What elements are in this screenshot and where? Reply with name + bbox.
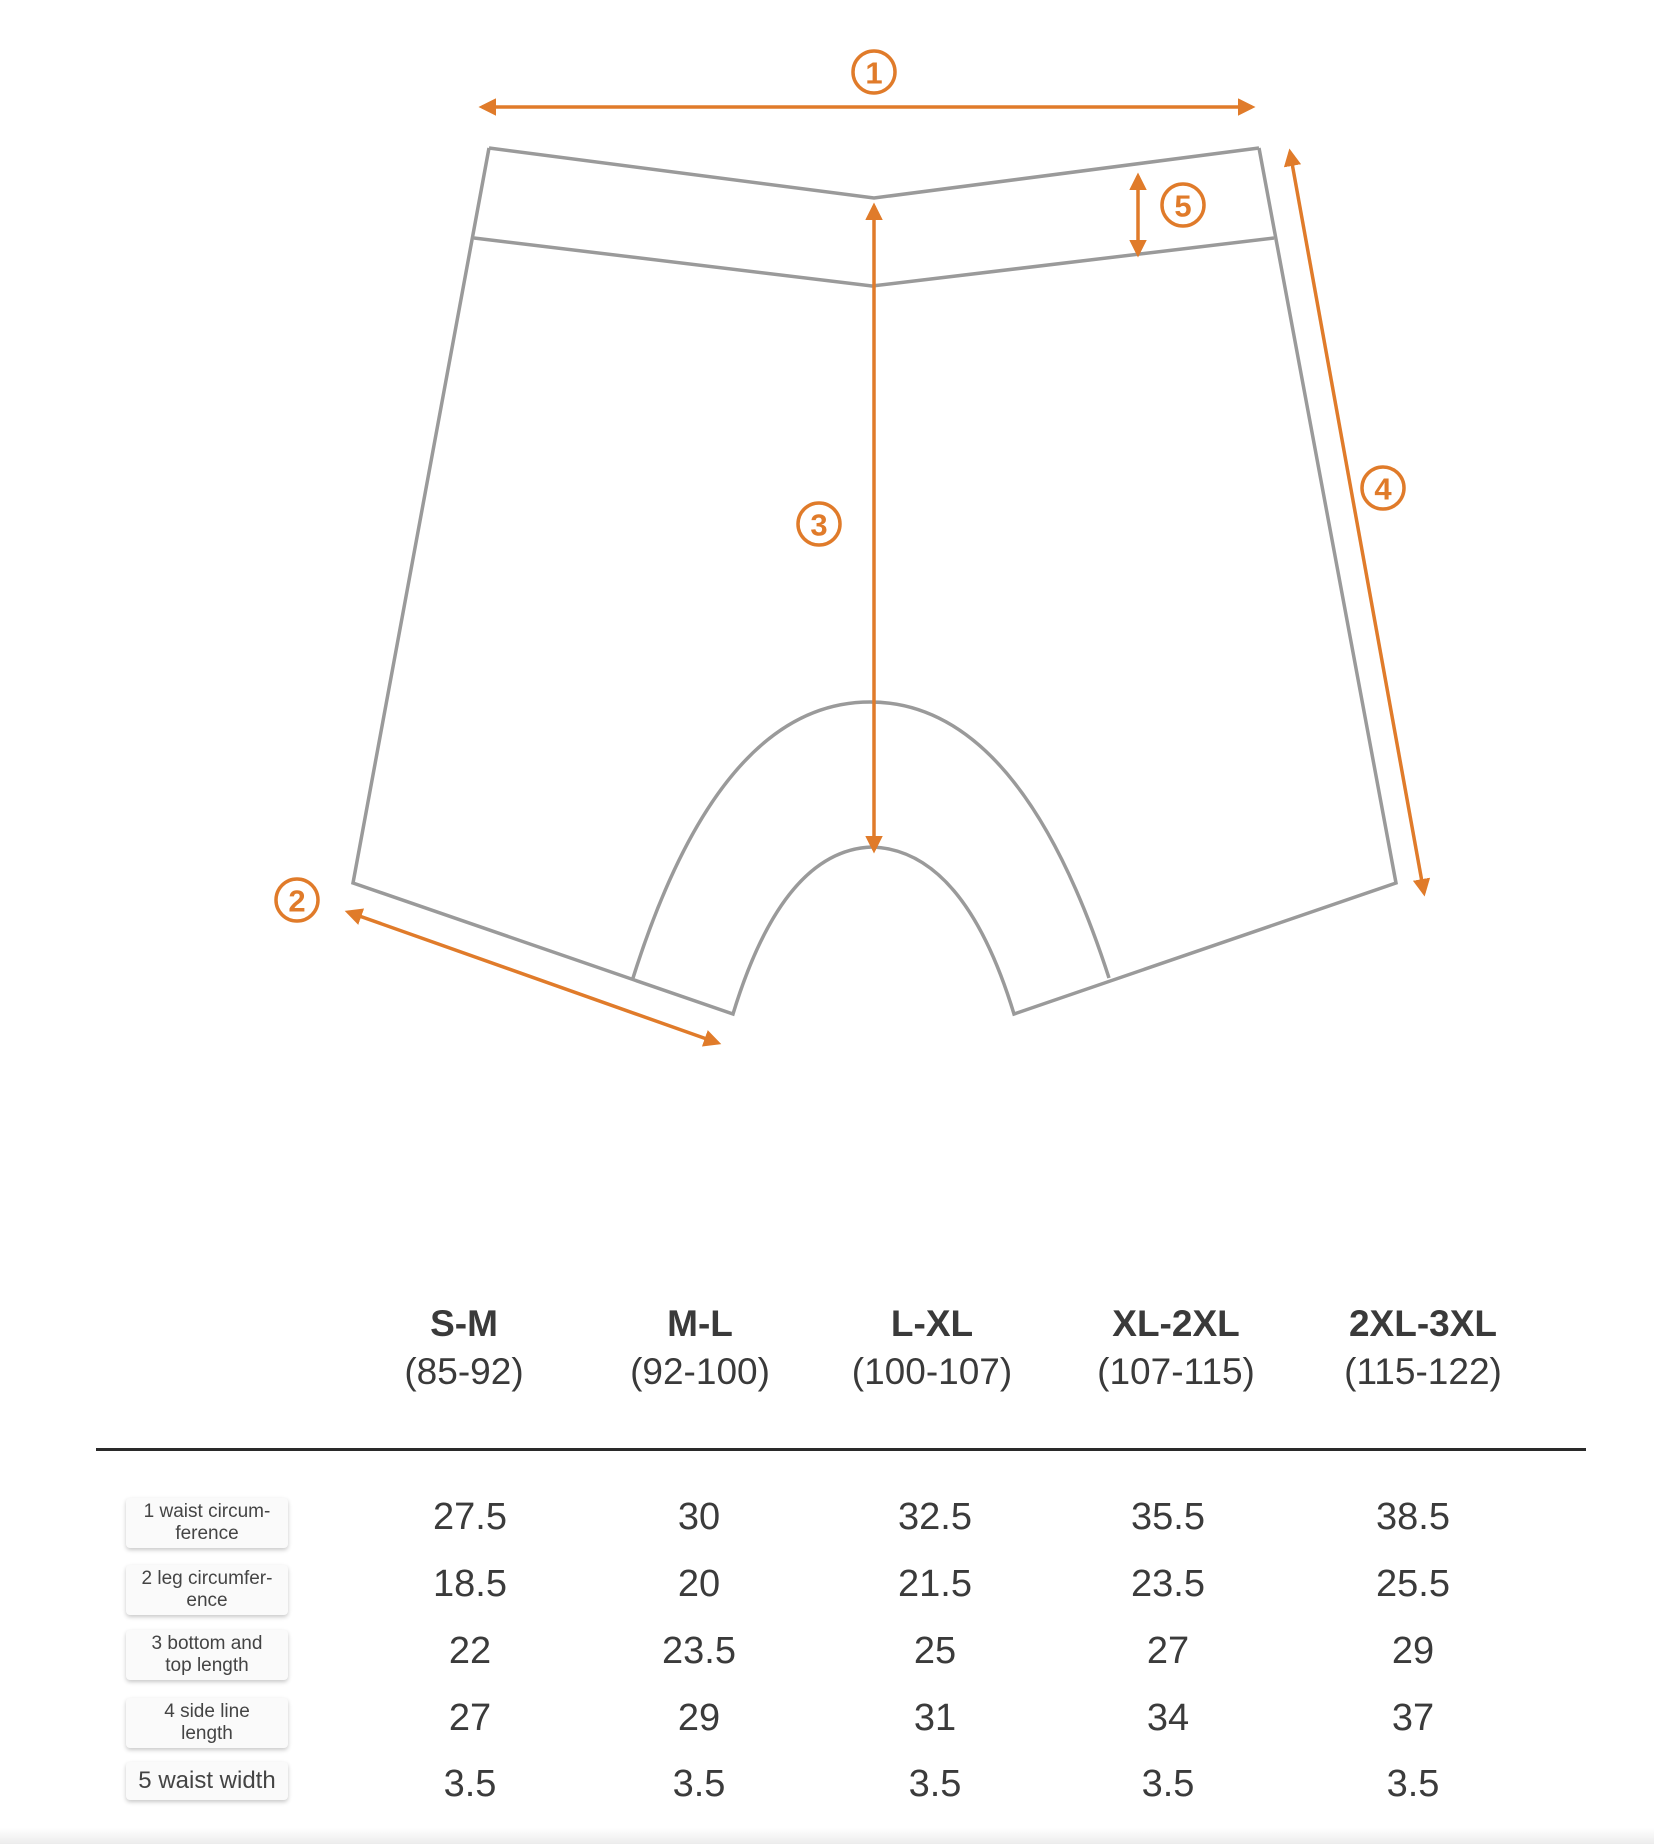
table-cell: 34 [1146, 1697, 1190, 1739]
table-cell: 27 [448, 1697, 492, 1739]
table-cell: 3.5 [908, 1763, 962, 1805]
size-name: XL-2XL [1112, 1303, 1240, 1344]
size-header-m-l [590, 1300, 810, 1396]
size-range: (107-115) [1097, 1351, 1255, 1392]
size-header-l-xl [822, 1300, 1042, 1396]
size-name: 2XL-3XL [1348, 1303, 1498, 1344]
callout-markers [276, 51, 1404, 921]
callout-number-1: 1 [865, 55, 883, 91]
table-cell: 27 [1146, 1630, 1190, 1672]
table-cell: 21.5 [898, 1563, 972, 1605]
table-cell: 30 [677, 1496, 721, 1538]
size-range: (115-122) [1344, 1351, 1502, 1392]
table-cell: 29 [677, 1697, 721, 1739]
measurement-arrows [348, 107, 1424, 1043]
table-cell: 32.5 [898, 1496, 972, 1538]
waistband-top-edge [489, 148, 1259, 198]
leg-circumference-arrow [348, 912, 718, 1043]
callout-number-4: 4 [1374, 471, 1392, 507]
size-header-2xl-3xl [1313, 1300, 1533, 1396]
table-cell: 38.5 [1376, 1496, 1450, 1538]
size-header-xl-2xl [1066, 1300, 1286, 1396]
callout-number-2: 2 [288, 883, 306, 919]
table-cell: 3.5 [1141, 1763, 1195, 1805]
table-cell: 3.5 [443, 1763, 497, 1805]
size-name: M-L [667, 1303, 733, 1344]
row-label: 3 bottom and top length [126, 1630, 288, 1680]
size-range: (92-100) [630, 1351, 770, 1392]
table-cell: 25 [913, 1630, 957, 1672]
size-header-s-m [354, 1300, 574, 1396]
table-cell: 29 [1391, 1630, 1435, 1672]
table-cell: 20 [677, 1563, 721, 1605]
header-divider [96, 1448, 1586, 1451]
bottom-edge-shade [0, 1828, 1654, 1844]
inner-crotch-arc [633, 702, 1109, 978]
table-cell: 25.5 [1376, 1563, 1450, 1605]
table-cell: 27.5 [433, 1496, 507, 1538]
callout-number-5: 5 [1174, 188, 1192, 224]
side-line-arrow [1290, 152, 1424, 893]
row-label: 2 leg circumfer- ence [126, 1565, 288, 1615]
size-name: L-XL [890, 1303, 974, 1344]
table-cell: 22 [448, 1630, 492, 1672]
table-cell: 23.5 [1131, 1563, 1205, 1605]
row-label: 1 waist circum- ference [126, 1498, 288, 1548]
table-cell: 31 [913, 1697, 957, 1739]
table-cell: 23.5 [662, 1630, 736, 1672]
table-cell: 35.5 [1131, 1496, 1205, 1538]
table-cell: 37 [1391, 1697, 1435, 1739]
table-cell: 3.5 [672, 1763, 726, 1805]
table-cell: 3.5 [1386, 1763, 1440, 1805]
size-range: (100-107) [851, 1351, 1013, 1392]
callout-number-3: 3 [810, 507, 828, 543]
table-cell: 18.5 [433, 1563, 507, 1605]
size-name: S-M [430, 1303, 498, 1344]
row-label: 5 waist width [126, 1762, 288, 1800]
size-range: (85-92) [404, 1351, 524, 1392]
row-label: 4 side line length [126, 1698, 288, 1748]
